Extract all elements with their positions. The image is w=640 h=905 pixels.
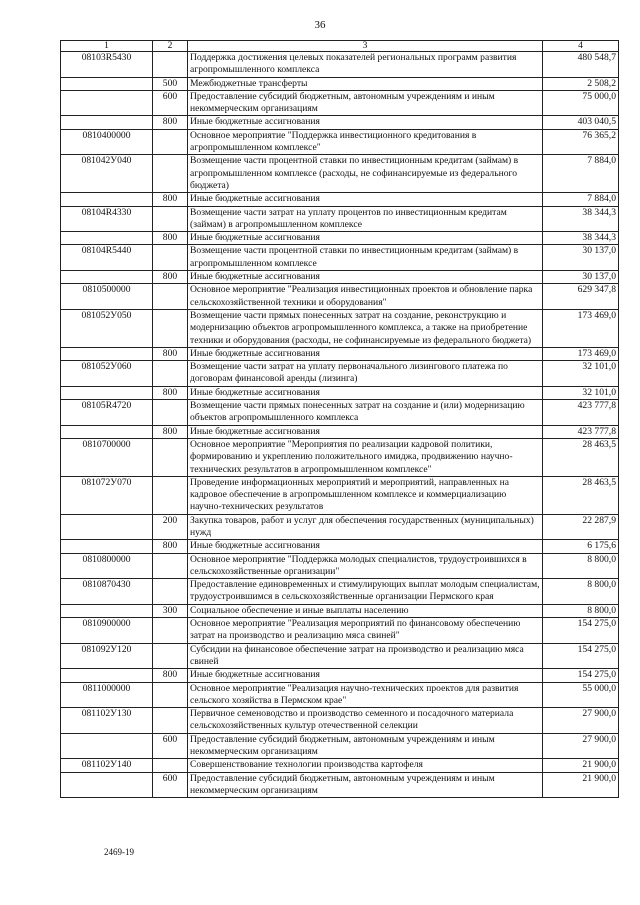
row-amount: 423 777,8 (543, 400, 619, 426)
row-amount: 154 275,0 (543, 618, 619, 644)
row-name: Возмещение части прямых понесенных затрат на создание и (или) модернизацию объектов агропромышленного комплекса (188, 400, 543, 426)
row-amount: 6 175,6 (543, 540, 619, 553)
table-row (61, 284, 619, 310)
row-name: Иные бюджетные ассигнования (188, 347, 543, 360)
row-code (61, 232, 153, 245)
budget-table (60, 40, 619, 798)
table-row (61, 116, 619, 129)
row-amount: 2 508,2 (543, 77, 619, 90)
row-code: 0811000000 (61, 682, 153, 708)
row-expense-type (153, 579, 188, 605)
row-expense-type: 800 (153, 386, 188, 399)
row-code: 0810800000 (61, 553, 153, 579)
row-name: Иные бюджетные ассигнования (188, 193, 543, 206)
table-row (61, 425, 619, 438)
row-expense-type (153, 553, 188, 579)
row-code: 0810870430 (61, 579, 153, 605)
row-code (61, 90, 153, 116)
row-amount: 7 884,0 (543, 193, 619, 206)
row-amount: 28 463,5 (543, 438, 619, 476)
row-amount: 38 344,3 (543, 232, 619, 245)
row-code (61, 116, 153, 129)
row-expense-type: 800 (153, 347, 188, 360)
row-code: 08104R5440 (61, 245, 153, 271)
row-name: Межбюджетные трансферты (188, 77, 543, 90)
row-code: 081052У050 (61, 309, 153, 347)
row-expense-type: 600 (153, 90, 188, 116)
row-name: Возмещение части процентной ставки по инвестиционным кредитам (займам) в агропромышленном комплексе (расходы, не софинансируемые из федерального бюджета) (188, 155, 543, 193)
row-expense-type (153, 52, 188, 78)
row-expense-type: 200 (153, 514, 188, 540)
row-name: Иные бюджетные ассигнования (188, 116, 543, 129)
table-row (61, 438, 619, 476)
row-code: 0810400000 (61, 129, 153, 155)
row-amount: 480 548,7 (543, 52, 619, 78)
row-name: Иные бюджетные ассигнования (188, 232, 543, 245)
table-row (61, 682, 619, 708)
row-expense-type: 600 (153, 733, 188, 759)
row-code: 08105R4720 (61, 400, 153, 426)
header-col-2: 2 (153, 41, 188, 52)
table-row (61, 271, 619, 284)
row-amount: 8 800,0 (543, 579, 619, 605)
row-amount: 30 137,0 (543, 245, 619, 271)
table-row (61, 514, 619, 540)
row-amount: 27 900,0 (543, 733, 619, 759)
row-expense-type (153, 708, 188, 734)
table-row (61, 708, 619, 734)
row-name: Возмещение части прямых понесенных затрат на создание, реконструкцию и модернизацию объектов агропромышленного комплекса, а также на приобретение техники и оборудования (расходы, не софинансируемые из федерального бюджета) (188, 309, 543, 347)
row-name: Закупка товаров, работ и услуг для обеспечения государственных (муниципальных) нужд (188, 514, 543, 540)
row-amount: 28 463,5 (543, 476, 619, 514)
table-row (61, 232, 619, 245)
table-row (61, 733, 619, 759)
row-expense-type (153, 284, 188, 310)
table-row (61, 361, 619, 387)
row-name: Первичное семеноводство и производство семенного и посадочного материала сельскохозяйственных культур отечественной селекции (188, 708, 543, 734)
row-name: Основное мероприятие "Реализация мероприятий по финансовому обеспечению затрат на производство и реализацию мяса свиней" (188, 618, 543, 644)
row-name: Иные бюджетные ассигнования (188, 540, 543, 553)
table-row (61, 540, 619, 553)
table-row (61, 643, 619, 669)
row-amount: 22 287,9 (543, 514, 619, 540)
table-row (61, 206, 619, 232)
row-amount: 30 137,0 (543, 271, 619, 284)
row-name: Основное мероприятие "Поддержка инвестиционного кредитования в агропромышленном комплексе" (188, 129, 543, 155)
table-row (61, 476, 619, 514)
row-expense-type: 800 (153, 669, 188, 682)
row-code: 08104R4330 (61, 206, 153, 232)
table-row (61, 759, 619, 772)
row-amount: 55 000,0 (543, 682, 619, 708)
row-expense-type (153, 618, 188, 644)
row-expense-type (153, 129, 188, 155)
table-row (61, 618, 619, 644)
row-expense-type: 300 (153, 604, 188, 617)
row-expense-type (153, 759, 188, 772)
row-expense-type: 800 (153, 540, 188, 553)
header-col-1: 1 (61, 41, 153, 52)
header-col-3: 3 (188, 41, 543, 52)
row-expense-type (153, 682, 188, 708)
page-number: 36 (314, 19, 326, 31)
row-name: Предоставление субсидий бюджетным, автономным учреждениям и иным некоммерческим организациям (188, 772, 543, 798)
row-name: Основное мероприятие "Поддержка молодых специалистов, трудоустроившихся в сельскохозяйственные организации" (188, 553, 543, 579)
table-row (61, 553, 619, 579)
row-amount: 38 344,3 (543, 206, 619, 232)
row-expense-type: 800 (153, 232, 188, 245)
row-code (61, 604, 153, 617)
row-amount: 76 365,2 (543, 129, 619, 155)
row-amount: 32 101,0 (543, 386, 619, 399)
table-row (61, 386, 619, 399)
table-header (61, 41, 619, 52)
row-code: 081102У140 (61, 759, 153, 772)
table-row (61, 400, 619, 426)
row-name: Предоставление субсидий бюджетным, автономным учреждениям и иным некоммерческим организациям (188, 90, 543, 116)
footer-document-code: 2469-19 (104, 847, 134, 857)
table-row (61, 77, 619, 90)
row-expense-type (153, 206, 188, 232)
row-amount: 423 777,8 (543, 425, 619, 438)
table-row (61, 155, 619, 193)
row-code: 081042У040 (61, 155, 153, 193)
row-name: Возмещение части затрат на уплату первоначального лизингового платежа по договорам финансовой аренды (лизинга) (188, 361, 543, 387)
row-expense-type: 600 (153, 772, 188, 798)
row-code: 0810900000 (61, 618, 153, 644)
row-name: Основное мероприятие "Реализация научно-технических проектов для развития сельского хозяйства в Пермском крае" (188, 682, 543, 708)
row-expense-type (153, 155, 188, 193)
header-col-4: 4 (543, 41, 619, 52)
row-name: Предоставление единовременных и стимулирующих выплат молодым специалистам, трудоустроившимся в сельскохозяйственные организации Пермского края (188, 579, 543, 605)
row-amount: 8 800,0 (543, 553, 619, 579)
row-name: Иные бюджетные ассигнования (188, 386, 543, 399)
row-name: Поддержка достижения целевых показателей региональных программ развития агропромышленного комплекса (188, 52, 543, 78)
row-expense-type: 800 (153, 116, 188, 129)
row-code (61, 514, 153, 540)
row-expense-type (153, 361, 188, 387)
row-amount: 629 347,8 (543, 284, 619, 310)
table-row (61, 90, 619, 116)
row-name: Иные бюджетные ассигнования (188, 425, 543, 438)
row-code: 081102У130 (61, 708, 153, 734)
row-name: Совершенствование технологии производства картофеля (188, 759, 543, 772)
row-amount: 32 101,0 (543, 361, 619, 387)
row-name: Субсидии на финансовое обеспечение затрат на производство и реализацию мяса свиней (188, 643, 543, 669)
row-amount: 154 275,0 (543, 669, 619, 682)
table-row (61, 309, 619, 347)
row-code (61, 733, 153, 759)
table-row (61, 604, 619, 617)
row-code (61, 271, 153, 284)
row-expense-type (153, 400, 188, 426)
table-row (61, 129, 619, 155)
row-amount: 21 900,0 (543, 772, 619, 798)
row-code: 081092У120 (61, 643, 153, 669)
row-expense-type (153, 309, 188, 347)
row-expense-type (153, 245, 188, 271)
table-row (61, 669, 619, 682)
row-amount: 154 275,0 (543, 643, 619, 669)
row-amount: 173 469,0 (543, 309, 619, 347)
row-name: Предоставление субсидий бюджетным, автономным учреждениям и иным некоммерческим организациям (188, 733, 543, 759)
row-name: Основное мероприятие "Реализация инвестиционных проектов и обновление парка сельскохозяйственной техники и оборудования" (188, 284, 543, 310)
row-name: Проведение информационных мероприятий и мероприятий, направленных на кадровое обеспечение в агропромышленном комплексе и коммерциализацию научно-технических результатов (188, 476, 543, 514)
row-code (61, 669, 153, 682)
row-code: 081052У060 (61, 361, 153, 387)
table-row (61, 347, 619, 360)
row-expense-type: 800 (153, 193, 188, 206)
row-expense-type (153, 643, 188, 669)
row-code: 081072У070 (61, 476, 153, 514)
row-code: 08103R5430 (61, 52, 153, 78)
row-code (61, 193, 153, 206)
row-name: Иные бюджетные ассигнования (188, 669, 543, 682)
row-expense-type: 500 (153, 77, 188, 90)
table-row (61, 193, 619, 206)
row-amount: 7 884,0 (543, 155, 619, 193)
row-amount: 75 000,0 (543, 90, 619, 116)
row-amount: 27 900,0 (543, 708, 619, 734)
row-code: 0810500000 (61, 284, 153, 310)
row-code (61, 772, 153, 798)
row-expense-type: 800 (153, 271, 188, 284)
row-code (61, 347, 153, 360)
row-code (61, 77, 153, 90)
row-name: Возмещение части процентной ставки по инвестиционным кредитам (займам) в агропромышленном комплексе (188, 245, 543, 271)
row-amount: 21 900,0 (543, 759, 619, 772)
row-code: 0810700000 (61, 438, 153, 476)
row-name: Возмещение части затрат на уплату процентов по инвестиционным кредитам (займам) в агропромышленном комплексе (188, 206, 543, 232)
row-name: Иные бюджетные ассигнования (188, 271, 543, 284)
table-row (61, 245, 619, 271)
row-amount: 403 040,5 (543, 116, 619, 129)
table-row (61, 52, 619, 78)
row-name: Основное мероприятие "Мероприятия по реализации кадровой политики, формированию и укреплению положительного имиджа, продвижению научно-технических результатов в агропромышленном комплексе" (188, 438, 543, 476)
row-code (61, 540, 153, 553)
table-body (61, 52, 619, 798)
table-row (61, 579, 619, 605)
row-expense-type (153, 438, 188, 476)
row-code (61, 386, 153, 399)
row-amount: 173 469,0 (543, 347, 619, 360)
table-row (61, 772, 619, 798)
row-amount: 8 800,0 (543, 604, 619, 617)
row-code (61, 425, 153, 438)
row-expense-type: 800 (153, 425, 188, 438)
row-expense-type (153, 476, 188, 514)
row-name: Социальное обеспечение и иные выплаты населению (188, 604, 543, 617)
